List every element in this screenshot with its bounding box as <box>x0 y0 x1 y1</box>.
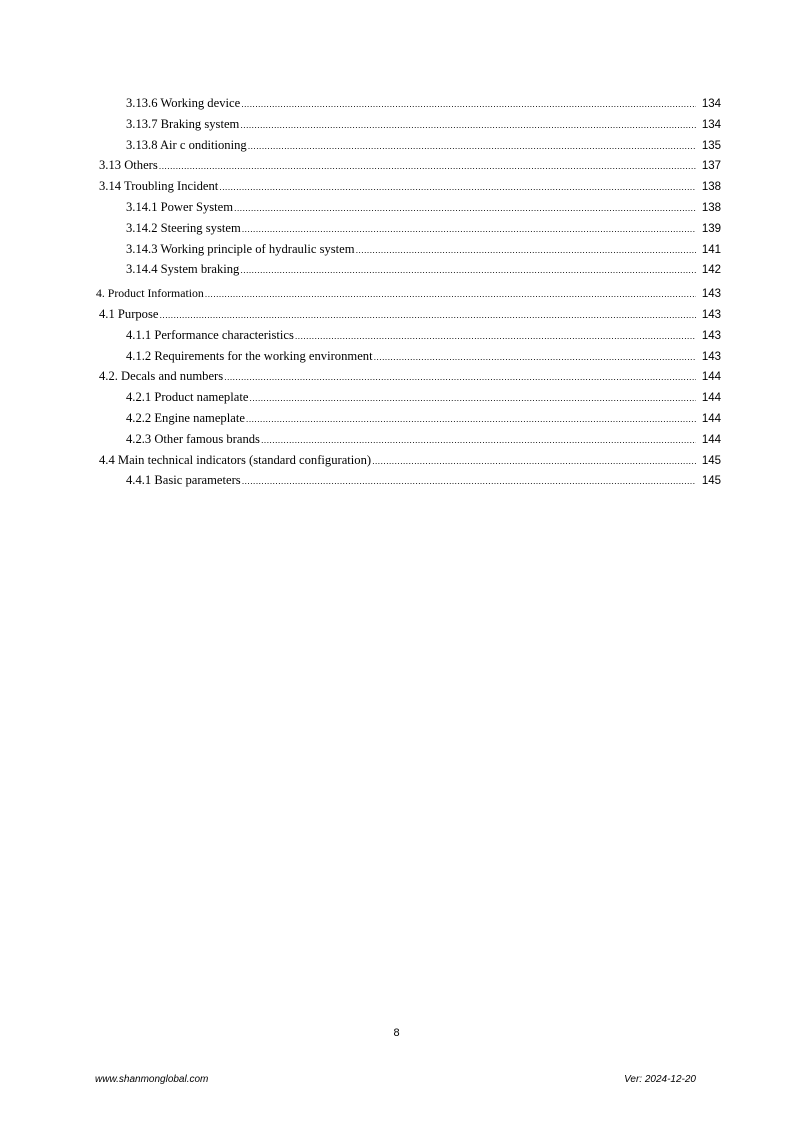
toc-dot-leader <box>374 352 696 362</box>
toc-entry-page: 143 <box>701 350 721 363</box>
toc-entry-chapter[interactable] <box>96 286 721 307</box>
toc-entry-title: 3.14 Troubling Incident <box>99 179 219 194</box>
toc-entry-page: 145 <box>701 475 721 488</box>
toc-dot-leader <box>246 414 696 424</box>
toc-entry-page: 145 <box>701 454 721 467</box>
toc-entry[interactable] <box>96 328 721 349</box>
toc-entry-page: 143 <box>701 329 721 342</box>
toc-entry[interactable] <box>96 390 721 411</box>
toc-entry-title: 4.2.1 Product nameplate <box>126 390 249 405</box>
toc-dot-leader <box>372 456 696 466</box>
toc-entry[interactable] <box>96 158 721 179</box>
toc-entry[interactable] <box>96 432 721 453</box>
toc-entry-page: 137 <box>701 160 721 173</box>
toc-entry-page: 144 <box>701 433 721 446</box>
toc-dot-leader <box>295 331 696 341</box>
toc-entry[interactable] <box>96 262 721 283</box>
toc-entry-page: 141 <box>701 243 721 256</box>
toc-entry[interactable] <box>96 411 721 432</box>
page-number: 8 <box>393 1027 400 1039</box>
table-of-contents <box>96 96 721 494</box>
toc-dot-leader <box>242 476 696 486</box>
toc-dot-leader <box>219 182 696 192</box>
toc-entry-title: 4.2.2 Engine nameplate <box>126 410 245 425</box>
toc-entry-page: 143 <box>701 288 721 301</box>
toc-entry-title: 3.13 Others <box>99 158 158 173</box>
toc-entry[interactable] <box>96 473 721 494</box>
toc-entry-title: 4.1 Purpose <box>99 306 159 321</box>
toc-entry-page: 138 <box>701 181 721 194</box>
toc-entry-title: 4.2. Decals and numbers <box>99 369 224 384</box>
toc-entry-title: 4.4.1 Basic parameters <box>126 473 241 488</box>
toc-entry-page: 144 <box>701 392 721 405</box>
toc-entry-title: 3.14.4 System braking <box>126 262 240 277</box>
toc-dot-leader <box>224 372 696 382</box>
toc-dot-leader <box>234 203 696 213</box>
toc-dot-leader <box>205 289 696 299</box>
toc-dot-leader <box>240 120 696 130</box>
toc-entry-page: 135 <box>701 139 721 152</box>
toc-entry[interactable] <box>96 200 721 221</box>
toc-entry-page: 134 <box>701 98 721 110</box>
toc-entry[interactable] <box>96 179 721 200</box>
toc-entry-title: 3.13.7 Braking system <box>126 116 240 131</box>
toc-entry-page: 143 <box>701 308 721 321</box>
toc-entry-title: 4.1.2 Requirements for the working environment <box>126 348 373 363</box>
toc-dot-leader <box>240 265 696 275</box>
toc-dot-leader <box>159 161 696 171</box>
toc-entry[interactable] <box>96 96 721 117</box>
toc-entry-title: 3.14.1 Power System <box>126 199 234 214</box>
toc-entry-title: 3.13.6 Working device <box>126 96 241 110</box>
toc-entry-title: 4. Product Information <box>96 286 204 301</box>
toc-entry[interactable] <box>96 453 721 474</box>
toc-entry-page: 144 <box>701 371 721 384</box>
toc-dot-leader <box>242 224 696 234</box>
toc-entry[interactable] <box>96 307 721 328</box>
toc-entry[interactable] <box>96 242 721 263</box>
toc-dot-leader <box>241 99 696 109</box>
toc-entry[interactable] <box>96 138 721 159</box>
toc-entry-page: 134 <box>701 118 721 131</box>
toc-entry[interactable] <box>96 221 721 242</box>
toc-dot-leader <box>248 141 696 151</box>
toc-entry-title: 3.14.3 Working principle of hydraulic system <box>126 241 355 256</box>
toc-entry[interactable] <box>96 369 721 390</box>
toc-entry-page: 144 <box>701 412 721 425</box>
toc-entry-title: 3.13.8 Air c onditioning <box>126 137 247 152</box>
toc-dot-leader <box>159 310 696 320</box>
toc-entry-title: 4.2.3 Other famous brands <box>126 431 260 446</box>
footer-version: Ver: 2024-12-20 <box>624 1074 696 1085</box>
toc-entry-page: 142 <box>701 264 721 277</box>
toc-entry[interactable] <box>96 117 721 138</box>
toc-entry-page: 139 <box>701 222 721 235</box>
toc-entry-page: 138 <box>701 201 721 214</box>
toc-entry-title: 4.4 Main technical indicators (standard configuration) <box>99 452 372 467</box>
footer-website: www.shanmonglobal.com <box>95 1074 209 1085</box>
toc-dot-leader <box>249 393 696 403</box>
toc-entry-title: 4.1.1 Performance characteristics <box>126 327 294 342</box>
toc-dot-leader <box>261 435 696 445</box>
toc-dot-leader <box>356 245 696 255</box>
toc-entry-title: 3.14.2 Steering system <box>126 220 241 235</box>
toc-entry[interactable] <box>96 349 721 370</box>
